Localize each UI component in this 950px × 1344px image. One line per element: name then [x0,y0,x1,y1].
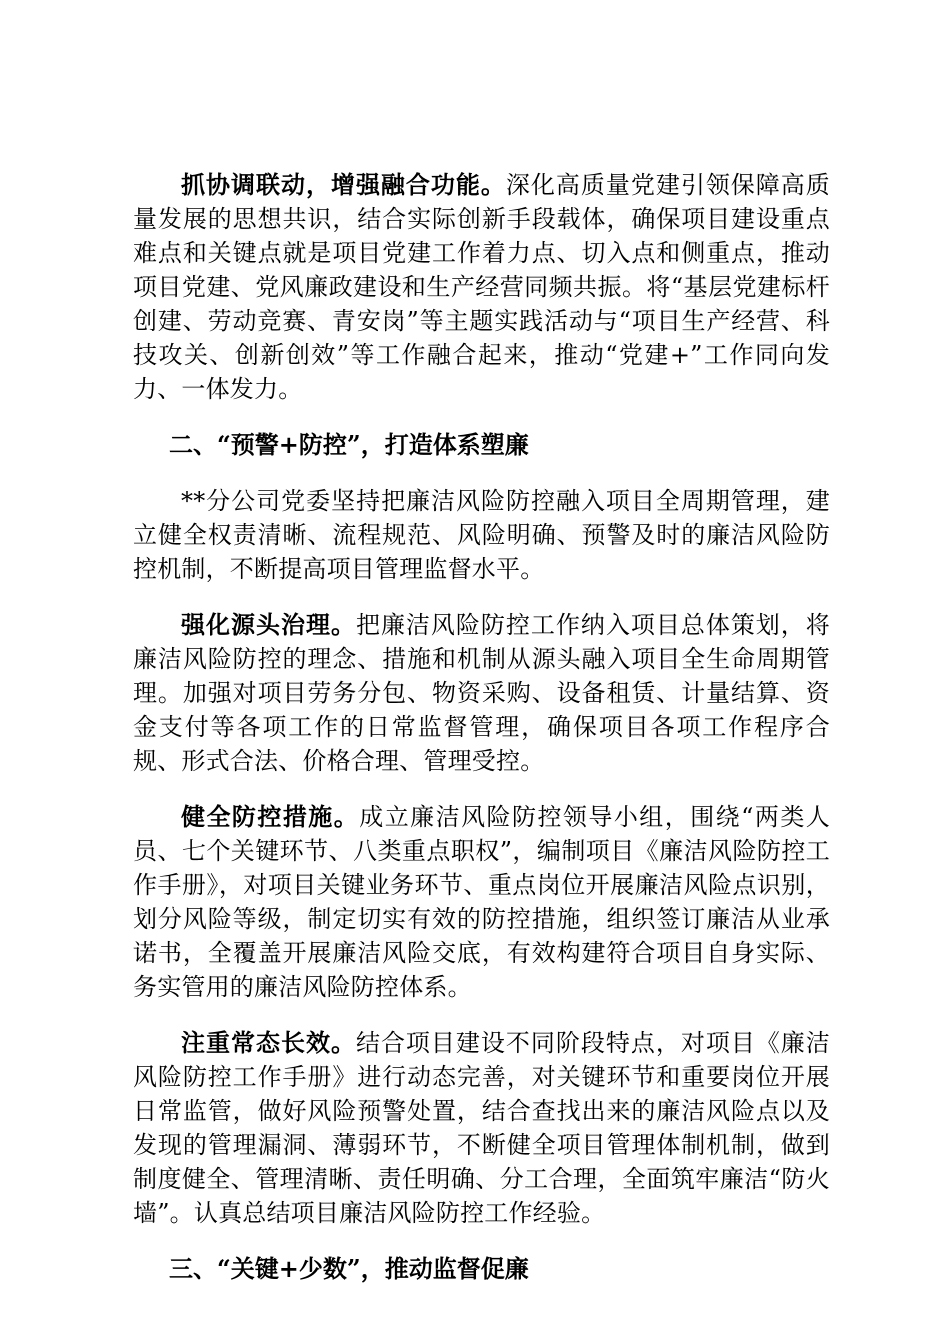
spacer [133,778,830,800]
spacer [133,406,830,428]
paragraph-control-measures [133,800,830,1004]
document-page [133,168,830,1286]
spacer [133,1230,830,1252]
paragraph-source-governance [133,608,830,778]
paragraph-body: 成立廉洁风险防控领导小组，围绕“两类人员、七个关键环节、八类重点职权”，编制项目《廉洁风险防控工作手册》，对项目关键业务环节、重点岗位开展廉洁风险点识别，划分风险等级，制定切实有效的防控措施，组织签订廉洁从业承诺书，全覆盖开展廉洁风险交底，有效构建符合项目自身实际、务实管用的廉洁风险防控体系。 [133,803,830,1001]
section-heading-2: 二、“预警+防控”，打造体系塑廉 [169,430,529,459]
spacer [133,1004,830,1026]
paragraph-lead: 强化源头治理。 [181,610,356,639]
spacer [133,462,830,484]
paragraph-intro [133,484,830,586]
paragraph-long-term [133,1026,830,1230]
paragraph-body: **分公司党委坚持把廉洁风险防控融入项目全周期管理，建立健全权责清晰、流程规范、风险明确、预警及时的廉洁风险防控机制，不断提高项目管理监督水平。 [133,487,830,583]
paragraph-body: 深化高质量党建引领保障高质量发展的思想共识，结合实际创新手段载体，确保项目建设重点难点和关键点就是项目党建工作着力点、切入点和侧重点，推动项目党建、党风廉政建设和生产经营同频共振。将“基层党建标杆创建、劳动竞赛、青安岗”等主题实践活动与“项目生产经营、科技攻关、创新创效”等工作融合起来，推动“党建+”工作同向发力、一体发力。 [133,171,830,403]
paragraph-body: 结合项目建设不同阶段特点，对项目《廉洁风险防控工作手册》进行动态完善，对关键环节和重要岗位开展日常监管，做好风险预警处置，结合查找出来的廉洁风险点以及发现的管理漏洞、薄弱环节，不断健全项目管理体制机制，做到制度健全、管理清晰、责任明确、分工合理，全面筑牢廉洁“防火墙”。认真总结项目廉洁风险防控工作经验。 [133,1029,830,1227]
spacer [133,586,830,608]
paragraph-lead: 抓协调联动，增强融合功能。 [181,170,506,199]
paragraph-body: 把廉洁风险防控工作纳入项目总体策划，将廉洁风险防控的理念、措施和机制从源头融入项目全生命周期管理。加强对项目劳务分包、物资采购、设备租赁、计量结算、资金支付等各项工作的日常监督管理，确保项目各项工作程序合规、形式合法、价格合理、管理受控。 [133,611,830,775]
paragraph-lead: 健全防控措施。 [181,802,360,831]
section-heading-3: 三、“关键+少数”，推动监督促廉 [169,1254,529,1283]
paragraph-lead: 注重常态长效。 [181,1028,356,1057]
paragraph-coordination [133,168,830,406]
